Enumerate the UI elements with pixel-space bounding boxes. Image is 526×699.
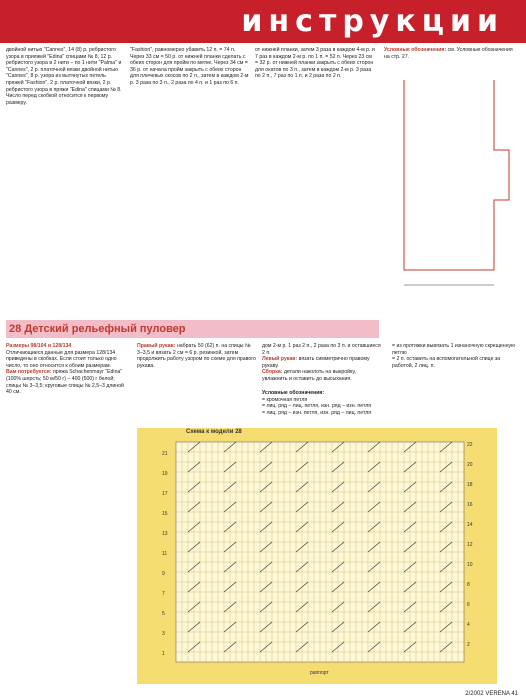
right-sleeve-label: Правый рукав: [137,343,176,349]
legend-symbols [262,390,382,416]
col-left [6,343,124,673]
page-header [0,0,526,43]
assembly-label: Сборка: [262,369,283,376]
section-title [6,320,379,338]
row-number-right: 16 [467,502,473,508]
row-number-right: 6 [467,602,470,608]
top-right-text: см. Условные обозначения на стр. 27. [384,47,513,60]
col-right-text: дом 2-м р. 1 раз 2 п., 2 раза по 3 п. и оставшиеся 2 п. [262,343,381,356]
row-number-left: 21 [162,451,168,457]
row-number-left: 1 [162,651,165,657]
row-number-right: 18 [467,482,473,488]
row-number-left: 5 [162,611,165,617]
row-number-right: 8 [467,582,470,588]
sizes: Размеры 98/104 и 128/134 [6,343,72,349]
left-sleeve-label: Левый рукав: [262,356,298,363]
left-sleeve-text: вязать симметрично правому рукаву. [262,356,370,369]
legend-item5: = лиц. ряд – изн. петля, изн. ряд – лиц. петля [262,409,372,416]
materials-text: пряжа Schachenmayr "Edina" (100% шерсть; 50 м/50 г) – 400 (500) г белой; спицы № 3–3,5; круговые спицы № 2,5–3 длиной 40 см. [6,369,124,396]
page-footer: 2/2002 VERENA 41 [465,691,518,697]
right-sleeve-text: набрать 50 (62) п. на спицы № 3–3,5 и вязать 2 см = 6 р. резинкой, затем продолжить работу узором по схеме для правого рукава. [137,343,256,369]
col-mid [137,343,257,423]
knitting-chart [160,438,480,678]
row-number-right: 22 [467,442,473,448]
row-number-right: 4 [467,622,470,628]
top-col-2 [130,47,250,317]
legend-item1: = из протяжки вывязать 1 изнаночную скрещенную петлю [392,343,515,356]
header-title: инструкции [241,4,504,39]
legend-label: Условные обозначения: [262,390,325,396]
top-col-3 [255,47,375,317]
legend-right [392,343,520,369]
chart-title: Схема к модели 28 [186,429,242,435]
section-number: 28 [9,323,22,335]
row-number-right: 14 [467,522,473,528]
legend-item4: = лиц. ряд – лиц. петля, изн. ряд – изн. петля [262,403,372,410]
legend-item2: = 2 п. оставить на вспомогательной спице за работой, 2 лиц. п. [392,356,501,369]
materials-label: Вам потребуется: [6,369,52,376]
row-number-left: 7 [162,591,165,597]
section-title-text: Детский рельефный пуловер [24,323,186,335]
assembly-text: детали наколоть на выкройку, увлажнить и оставить до высыхания. [262,369,356,382]
top-col-2-text: "Fashion", равномерно убавить 12 п. = 74 п. Через 33 см = 50 р. от нижней планки сделать с обеих сторон для пройм по метке. Через 34 см = 36 р. от начала пройм закрыть с обеих сторон для плечевых скосов по 2 п., затем в каждом 2-м р. 3 раза по 3 п., 2 раза по 4 п. и 1 раз по 6 п. [130,47,249,86]
row-number-left: 17 [162,491,168,497]
row-number-left: 13 [162,531,168,537]
rapport-label: раппорт [310,670,329,676]
row-number-right: 10 [467,562,473,568]
row-number-right: 12 [467,542,473,548]
top-right-label: Условные обозначения: [384,47,447,53]
row-number-left: 3 [162,631,165,637]
legend-item3: = кромочная петля [262,396,308,403]
pattern-schematic [384,70,522,310]
top-col-1 [6,47,124,317]
row-number-left: 19 [162,471,168,477]
row-number-left: 15 [162,511,168,517]
top-col-1-text: двойной нитью "Cannes", 14 (8) р. ребристого узора в прияжей "Edina" спицами № 8, 12 р. ребристого узора в 2 нити – по 1 нити "Palma" и "Cannes", 2 р. платочной вязки двойной нитью "Cannes", 8 р. узора из вытянутых петель пряжей "Fashion", 2 р. платочной вязки, 2 р. ребристого узора в пряжи "Edina" спицами № 8. Число перед скобкой относится к первому размеру. [6,47,122,106]
row-number-right: 2 [467,642,470,648]
intro-text: Отличающиеся данные для размера 128/134 приведены в скобках. Если стоит только одно число, то оно относится к обоим размерам. [6,349,117,369]
row-number-right: 20 [467,462,473,468]
row-number-left: 11 [162,551,168,557]
top-right-legend [384,47,519,60]
row-number-left: 9 [162,571,165,577]
top-col-3-text: от нижней планки, затем 3 раза в каждом 4-м р. и 7 раз в каждом 2-м р. по 1 п. = 52 п. Через 23 см = 32 р. от нижней планки закрыть с обеих сторон для окатов по 3 п., затем в каждом 2-м р. 3 раза по 2 п., 7 раз по 1 п. и 2 раза по 2 п. [255,47,375,80]
